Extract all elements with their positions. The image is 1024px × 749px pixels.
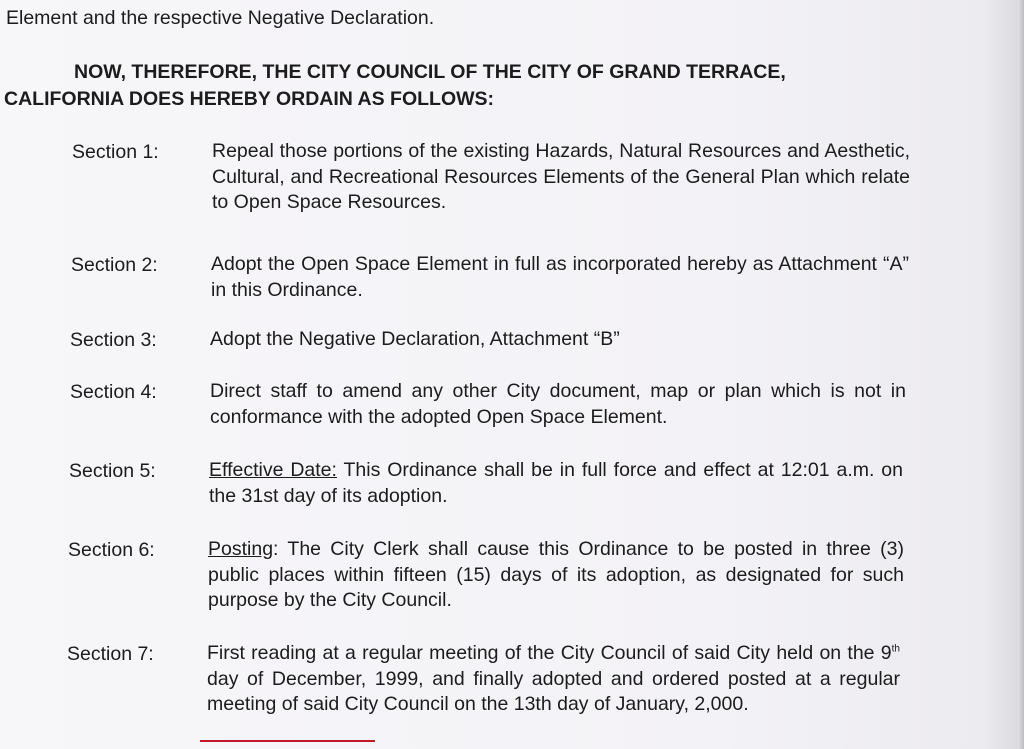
section-label: Section 2: — [71, 254, 158, 276]
section-body: : The City Clerk shall cause this Ordinance to be posted in three (3) public places within fifteen (15) days of its adoption, as designated for such purpose by the City Council. — [208, 538, 904, 611]
section-label: Section 6: — [68, 539, 155, 561]
section-body-b: day of December, 1999, and finally adopted and ordered posted at a regular meeting of said City Council on the 13th day of — [207, 667, 900, 715]
intro-line: Element and the respective Negative Declaration. — [6, 7, 435, 29]
section-text: Adopt the Open Space Element in full as incorporated hereby as Attachment “A” in this Ordinance. — [211, 253, 909, 301]
section-label: Section 4: — [70, 381, 157, 403]
ordain-line-2: CALIFORNIA DOES HEREBY ORDAIN AS FOLLOWS: — [4, 88, 495, 110]
section-text: Repeal those portions of the existing Hazards, Natural Resources and Aesthetic, Cultural, and Recreational Resources Elements of the General Plan which relate to Open Space Resources. — [212, 140, 910, 213]
section-label: Section 5: — [69, 460, 156, 482]
section-text — [208, 537, 904, 614]
section-text — [209, 458, 903, 509]
section-label: Section 7: — [67, 643, 154, 665]
red-underline-mark — [200, 740, 375, 742]
section-label: Section 1: — [72, 141, 159, 163]
section-label: Section 3: — [70, 329, 157, 351]
section-body-a: First reading at a regular meeting of the City Council of said City held on the 9 — [207, 642, 892, 664]
section-heading: Effective Date: — [209, 459, 337, 481]
section-text: Direct staff to amend any other City document, map or plan which is not in conformance with the adopted Open Space Element. — [210, 380, 906, 428]
paper-edge — [1018, 0, 1024, 749]
section-heading: Posting — [208, 538, 274, 560]
section-text: Adopt the Negative Declaration, Attachment “B” — [210, 328, 620, 350]
ordain-heading — [4, 59, 924, 113]
ordain-line-1: NOW, THEREFORE, THE CITY COUNCIL OF THE CITY OF GRAND TERRACE, — [74, 61, 786, 83]
section-text — [207, 641, 900, 718]
ordinal-suffix: th — [891, 643, 900, 655]
adoption-date: January, 2,000. — [615, 693, 749, 715]
section-body: This Ordinance shall be in full force and effect at 12:01 a.m. on the 31st day of its adoption. — [209, 459, 903, 507]
